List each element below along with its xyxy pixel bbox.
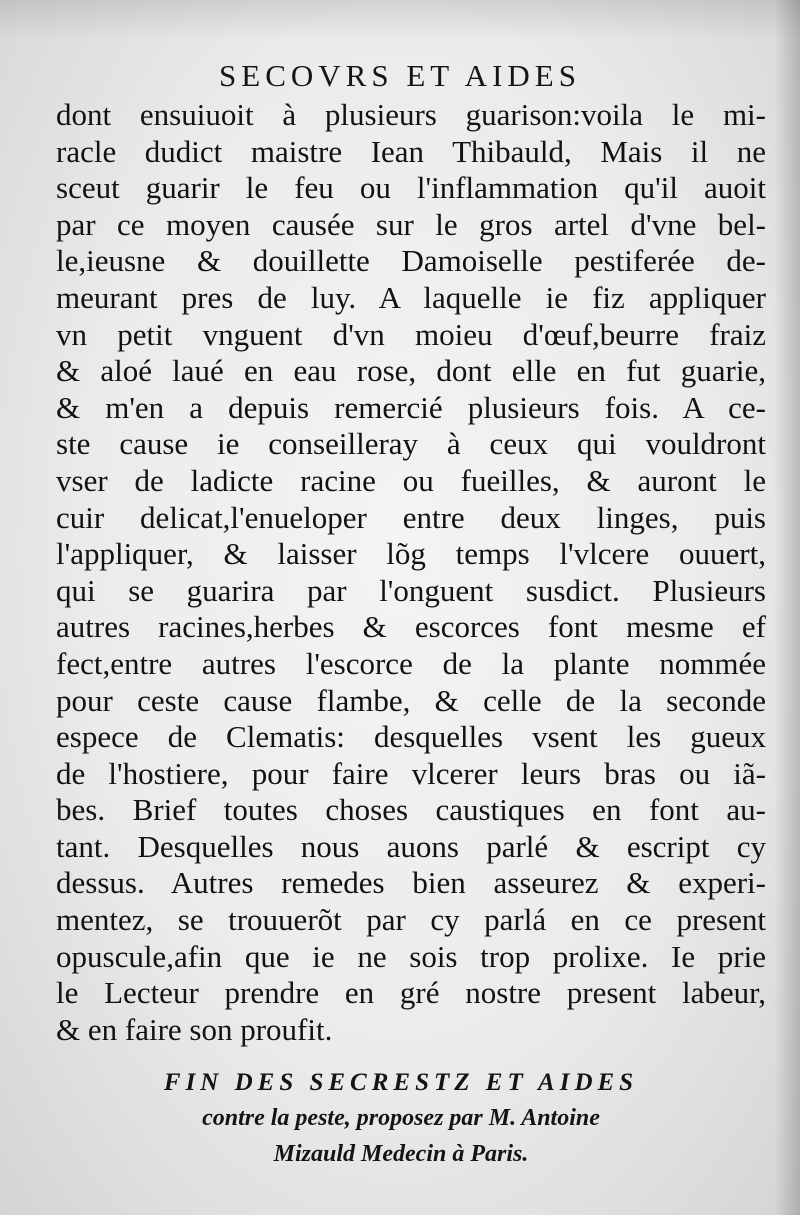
text-line: opuscule,afin que ie ne sois trop prolixe. Ie prie (56, 938, 766, 974)
page-top-shadow (0, 0, 800, 40)
page-gutter-shadow (774, 0, 800, 1215)
text-line: tant. Desquelles nous auons parlé & escript cy (56, 828, 766, 864)
text-line: sceut guarir le feu ou l'inflammation qu'il auoit (56, 170, 766, 206)
text-line: meurant pres de luy. A laquelle ie fiz appliquer (56, 279, 766, 315)
text-line: pour ceste cause flambe, & celle de la seconde (56, 682, 766, 718)
text-line: bes. Brief toutes choses caustiques en font au- (56, 792, 766, 828)
text-line: l'appliquer, & laisser lõg temps l'vlcere ouuert, (56, 536, 766, 572)
text-line: autres racines,herbes & escorces font mesme ef (56, 609, 766, 645)
text-line: de l'hostiere, pour faire vlcerer leurs bras ou iã- (56, 755, 766, 791)
text-line: & en faire son proufit. (56, 1011, 333, 1047)
colophon-title: FIN DES SECRESTZ ET AIDES (163, 1069, 639, 1096)
text-line: & m'en a depuis remercié plusieurs fois. A ce- (56, 389, 766, 425)
text-line: fect,entre autres l'escorce de la plante nommée (56, 645, 766, 681)
text-line: mentez, se trouuerõt par cy parlá en ce present (56, 902, 766, 938)
text-line: & aloé laué en eau rose, dont elle en fut guarie, (56, 353, 766, 389)
text-line: dessus. Autres remedes bien asseurez & experi- (56, 865, 766, 901)
text-line: racle dudict maistre Iean Thibauld, Mais il ne (56, 133, 766, 169)
colophon (46, 1066, 756, 1172)
running-head: SECOVRS ET AIDES (219, 58, 581, 93)
text-line: vser de ladicte racine ou fueilles, & auront le (56, 462, 766, 498)
colophon-subtitle: contre la peste, proposez par M. Antoine (202, 1105, 600, 1131)
colophon-author: Mizauld Medecin à Paris. (273, 1141, 529, 1167)
text-line: dont ensuiuoit à plusieurs guarison:voila le mi- (56, 97, 766, 132)
text-line: cuir delicat,l'enueloper entre deux linges, puis (56, 499, 766, 535)
body-text (56, 97, 766, 1048)
text-line: espece de Clematis: desquelles vsent les gueux (56, 719, 766, 755)
text-line: vn petit vnguent d'vn moieu d'œuf,beurre fraiz (56, 316, 766, 352)
text-line: par ce moyen causée sur le gros artel d'vne bel- (56, 206, 766, 242)
text-line: qui se guarira par l'onguent susdict. Plusieurs (56, 572, 766, 608)
text-line: le Lecteur prendre en gré nostre present labeur, (56, 975, 766, 1011)
text-line: ste cause ie conseilleray à ceux qui vouldront (56, 426, 766, 462)
text-line: le,ieusne & douillette Damoiselle pestiferée de- (56, 243, 766, 279)
